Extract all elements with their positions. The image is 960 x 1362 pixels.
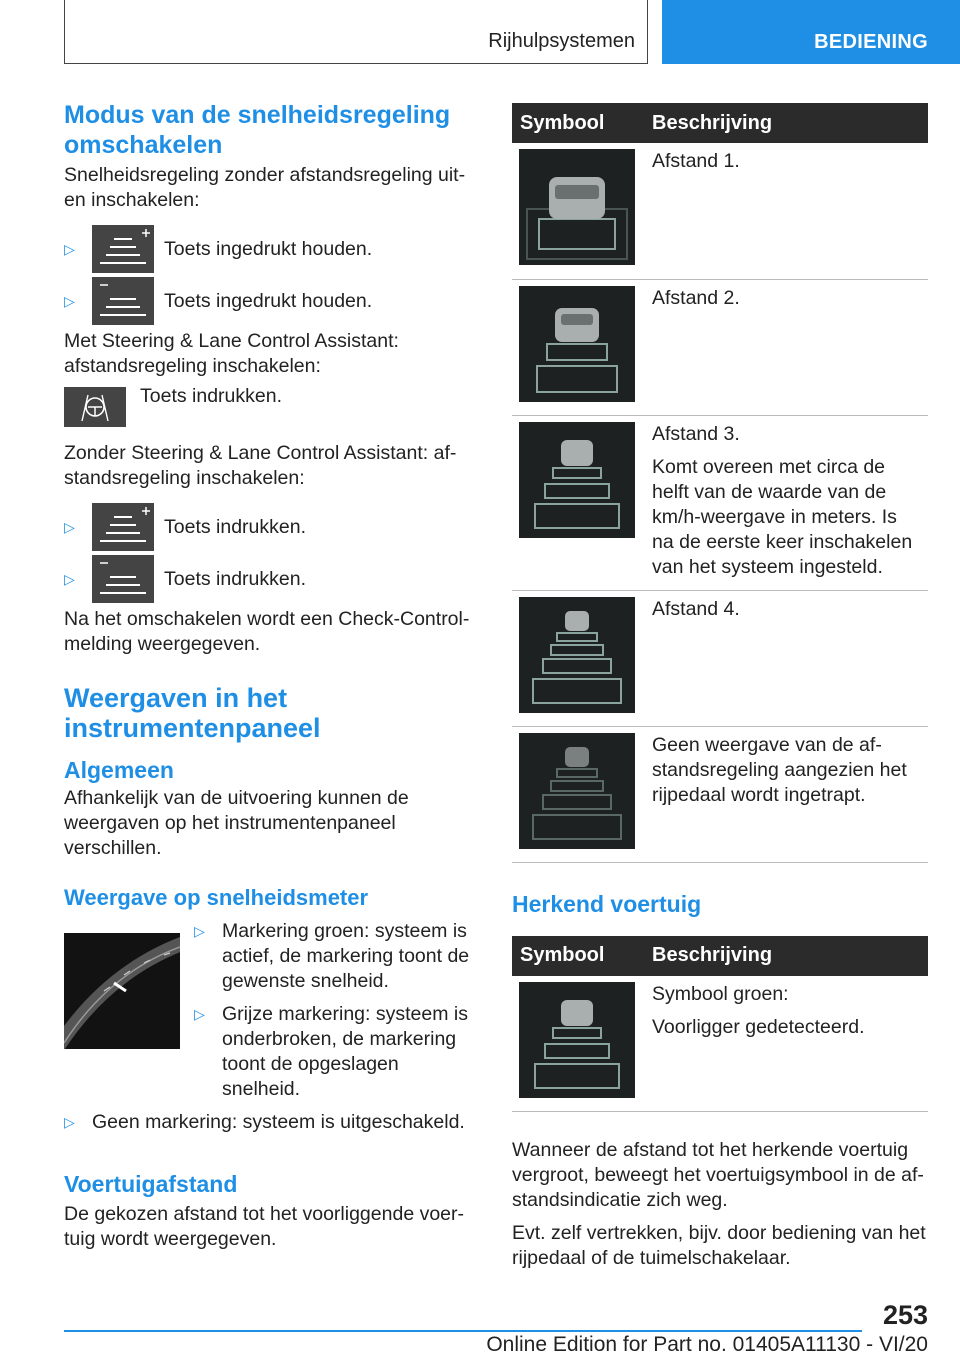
para-2: Met Steering & Lane Control Assistant: afstandsregeling inschakelen: bbox=[64, 330, 399, 377]
page-number: 253 bbox=[882, 1300, 928, 1330]
distance-table bbox=[512, 103, 928, 863]
table-row bbox=[512, 415, 928, 590]
column-header-symbol: Symbool bbox=[512, 103, 644, 143]
bullet-4-text: Toets indrukken. bbox=[164, 515, 306, 538]
section-title: Rijhulpsystemen bbox=[488, 30, 635, 52]
footer-edition: Online Edition for Part no. 01405A11130 - VI/20 bbox=[486, 1333, 928, 1356]
bullet-5-text: Toets indrukken. bbox=[164, 567, 306, 590]
no-distance-text: Geen weergave van de afstandsregeling aangezien het rijpedaal wordt ingetrapt. bbox=[652, 733, 907, 806]
triangle-bullet-icon: ▷ bbox=[64, 240, 75, 257]
chapter-tab-label: BEDIENING bbox=[814, 31, 928, 53]
triangle-bullet-icon: ▷ bbox=[194, 923, 205, 939]
header-box bbox=[64, 0, 648, 64]
para-3: Zonder Steering & Lane Control Assistant: afstandsregeling inschakelen: bbox=[64, 442, 457, 489]
bullet-2 bbox=[64, 277, 484, 325]
column-header-description: Beschrijving bbox=[644, 936, 928, 976]
bullet-2-text: Toets ingedrukt houden. bbox=[164, 289, 373, 312]
heading-general: Algemeen bbox=[64, 757, 174, 783]
para-5: Afhankelijk van de uitvoering kunnen de weergaven op het instrumentenpaneel verschillen. bbox=[64, 787, 409, 859]
distance-1-text: Afstand 1. bbox=[652, 150, 740, 172]
recognized-text-2: Voorligger gedetecteerd. bbox=[652, 1015, 865, 1038]
bullet-1-text: Toets ingedrukt houden. bbox=[164, 237, 373, 260]
marking-1-text: Markering groen: systeem is actief, de markering toont de gewenste snelheid. bbox=[222, 920, 470, 992]
distance-2-text: Afstand 2. bbox=[652, 286, 740, 309]
bullet-1 bbox=[64, 225, 484, 273]
para-4: Na het omschakelen wordt een Check-Control-melding weergegeven. bbox=[64, 608, 470, 655]
triangle-bullet-icon: ▷ bbox=[64, 570, 75, 587]
left-column bbox=[64, 100, 484, 1252]
triangle-bullet-icon: ▷ bbox=[64, 292, 75, 309]
distance-minus-key-icon bbox=[92, 277, 154, 325]
distance-plus-key-icon bbox=[92, 225, 154, 273]
right-para-2: Evt. zelf vertrekken, bijv. door bediening van het rijpedaal of de tuimelschakelaar. bbox=[512, 1222, 926, 1269]
recognized-vehicle-image bbox=[519, 982, 635, 1098]
bullet-4 bbox=[64, 503, 484, 551]
bullet-5 bbox=[64, 555, 484, 603]
column-header-symbol: Symbool bbox=[512, 936, 644, 976]
distance-4-text: Afstand 4. bbox=[652, 597, 740, 620]
heading-mode-switch: Modus van de snelheidsregeling omschakelen bbox=[64, 101, 451, 159]
triangle-bullet-icon: ▷ bbox=[64, 1114, 75, 1130]
table-row bbox=[512, 726, 928, 862]
distance-2-image bbox=[519, 286, 635, 402]
distance-3-note: Komt overeen met circa de helft van de waarde van de km/h-weergave in meters. Is na de eerste keer inschakelen van het systeem ingesteld. bbox=[652, 455, 913, 578]
no-distance-image bbox=[519, 733, 635, 849]
marking-2-text: Grijze markering: systeem is onderbroken, de markering toont de opgeslagen snelheid. bbox=[222, 1003, 468, 1100]
table-row bbox=[512, 590, 928, 726]
para-6: De gekozen afstand tot het voorliggende voertuig wordt weergegeven. bbox=[64, 1203, 465, 1250]
right-column bbox=[512, 103, 928, 1271]
distance-plus-key-icon bbox=[92, 503, 154, 551]
marking-3 bbox=[64, 1110, 484, 1135]
table-row bbox=[512, 976, 928, 1112]
marking-3-text: Geen markering: systeem is uitgeschakeld. bbox=[92, 1111, 465, 1133]
heading-vehicle-distance: Voertuigafstand bbox=[64, 1171, 238, 1197]
bullet-3-text: Toets indrukken. bbox=[140, 385, 282, 407]
table-row bbox=[512, 279, 928, 415]
bullet-3 bbox=[64, 387, 484, 427]
recognized-text-1: Symbool groen: bbox=[652, 982, 789, 1005]
right-para-1: Wanneer de afstand tot het herkende voertuig vergroot, beweegt het voertuigsymbool in de afstandsindicatie zich weg. bbox=[512, 1139, 924, 1211]
column-header-description: Beschrijving bbox=[644, 103, 928, 143]
distance-1-image bbox=[519, 149, 635, 265]
heading-speedometer: Weergave op snelheidsmeter bbox=[64, 885, 369, 910]
heading-displays: Weergaven in het instrumentenpaneel bbox=[64, 683, 321, 743]
distance-3-image bbox=[519, 422, 635, 538]
footer-divider bbox=[64, 1330, 862, 1332]
lane-assist-key-icon bbox=[64, 387, 126, 427]
chapter-tab bbox=[662, 0, 960, 64]
distance-3-text: Afstand 3. bbox=[652, 422, 740, 445]
recognized-table bbox=[512, 936, 928, 1113]
marking-2 bbox=[194, 1002, 484, 1102]
triangle-bullet-icon: ▷ bbox=[64, 518, 75, 535]
distance-4-image bbox=[519, 597, 635, 713]
speedometer-image bbox=[64, 933, 180, 1049]
distance-minus-key-icon bbox=[92, 555, 154, 603]
triangle-bullet-icon: ▷ bbox=[194, 1006, 205, 1022]
marking-1 bbox=[194, 919, 484, 994]
table-row bbox=[512, 143, 928, 279]
para-1: Snelheidsregeling zonder afstandsregeling uit- en inschakelen: bbox=[64, 164, 466, 211]
heading-recognized-vehicle: Herkend voertuig bbox=[512, 890, 702, 917]
speedometer-block bbox=[64, 919, 484, 1102]
